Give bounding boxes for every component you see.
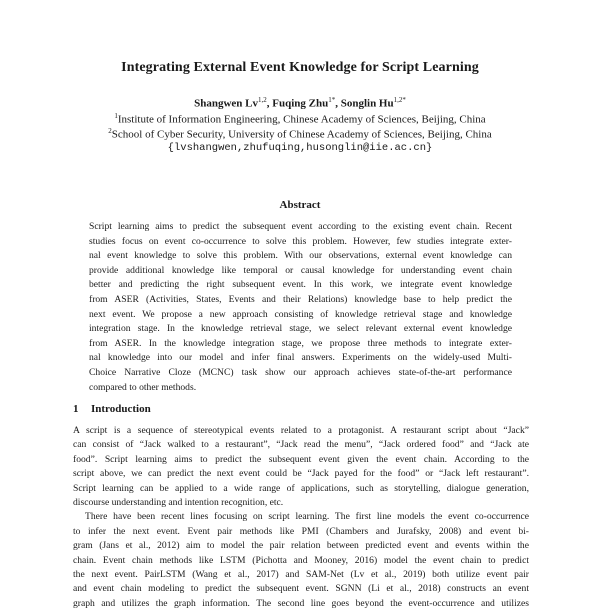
abstract-line: compared to other methods. [89, 381, 197, 393]
author-separator: , [266, 97, 273, 110]
author-name: Songlin Hu [340, 97, 394, 110]
author-name: Shangwen Lv [194, 97, 259, 110]
abstract-line: next event. We propose a new approach consisting of knowledge retrieval stage and knowledge [89, 308, 512, 320]
affiliation-sup: 2 [108, 127, 112, 135]
intro-line: can consist of “Jack walked to a restaurant”, “Jack read the menu”, “Jack ordered food” and “Jack ate [73, 439, 529, 451]
affiliation-sup: 1 [114, 112, 118, 120]
abstract-line: Choice Narrative Cloze (MCNC) task show our approach achieves state-of-the-art performance [89, 366, 512, 378]
affiliation-2 [0, 127, 600, 141]
intro-line: graph and utilizes the graph information. The second line goes beyond the event-occurrence and utilizes [73, 597, 529, 609]
intro-line: chain. Event chain methods like LSTM (Pichotta and Mooney, 2016) model the event chain to predict [73, 554, 529, 566]
intro-line: discourse understanding and intention recognition, etc. [73, 497, 284, 509]
intro-line: There have been recent lines focusing on script learning. The first line models the event co-occurrence [85, 511, 529, 523]
author-emails: {lvshangwen,zhufuqing,husonglin@iie.ac.cn} [167, 142, 433, 154]
abstract-line: integration stage. In the knowledge retrieval stage, we select relevant external event knowledge [89, 323, 512, 335]
intro-line: script above, we can predict the next event could be “Jack payed for the food” or “Jack left restaurant”. [73, 468, 529, 480]
abstract-line: provide additional knowledge like temporal or causal knowledge for understanding event chain [89, 264, 512, 276]
author-list [0, 96, 600, 110]
abstract-heading: Abstract [279, 199, 321, 211]
author-sup: 1,2* [393, 96, 406, 104]
abstract-body [89, 220, 512, 395]
intro-line: A script is a sequence of stereotypical events related to a protagonist. A restaurant script about “Jack” [73, 425, 529, 436]
abstract-line: Script learning aims to predict the subsequent event according to the existing event chain. Recent [89, 221, 512, 232]
abstract-line: nal knowledge into our model and infer final answers. Experiments on the widely-used Multi- [89, 352, 512, 364]
section-title: Introduction [91, 403, 151, 415]
affiliation-1 [0, 112, 600, 126]
intro-line: the next event. PairLSTM (Wang et al., 2017) and SAM-Net (Lv et al., 2019) both utilize event pair [73, 569, 529, 581]
abstract-line: studies focus on event co-occurrence to solve this problem. However, few studies integrate exter- [89, 235, 512, 247]
abstract-line: from ASER (Activities, States, Events and their Relations) knowledge base to help predict the [89, 293, 512, 305]
intro-line: Script learning can be applied to a wide range of applications, such as storytelling, dialogue generation, [73, 482, 529, 494]
author-sup: 1,2 [258, 96, 267, 104]
intro-line: to infer the next event. Event pair methods like PMI (Chambers and Jurafsky, 2008) and event bi- [73, 525, 529, 537]
introduction-body [73, 424, 529, 611]
intro-line: and event chain modeling to predict the subsequent event. SGNN (Li et al., 2018) constructs an event [73, 583, 529, 595]
abstract-line: from ASER. In the knowledge integration stage, we propose three methods to integrate exter- [89, 337, 512, 349]
intro-line: food”. Script learning aims to predict the subsequent event given the event chain. According to the [73, 453, 529, 465]
affiliation-text: Institute of Information Engineering, Chinese Academy of Sciences, Beijing, China [117, 113, 486, 126]
affiliation-text: School of Cyber Security, University of Chinese Academy of Sciences, Beijing, China [111, 128, 492, 141]
paper-title: Integrating External Event Knowledge for Script Learning [121, 60, 479, 75]
intro-line: gram (Jans et al., 2012) aim to model the pair relation between predicted event and events within the [73, 540, 529, 552]
author-name: Fuqing Zhu [272, 97, 329, 110]
author-separator: , [335, 97, 341, 110]
abstract-line: better and predicting the right subsequent event. In this work, we integrate event knowledge [89, 279, 512, 291]
section-heading-introduction [73, 403, 151, 415]
section-number: 1 [73, 403, 79, 415]
abstract-line: nal event knowledge to solve this problem. With our observations, external event knowledge can [89, 250, 512, 262]
author-sup: 1* [328, 96, 336, 104]
